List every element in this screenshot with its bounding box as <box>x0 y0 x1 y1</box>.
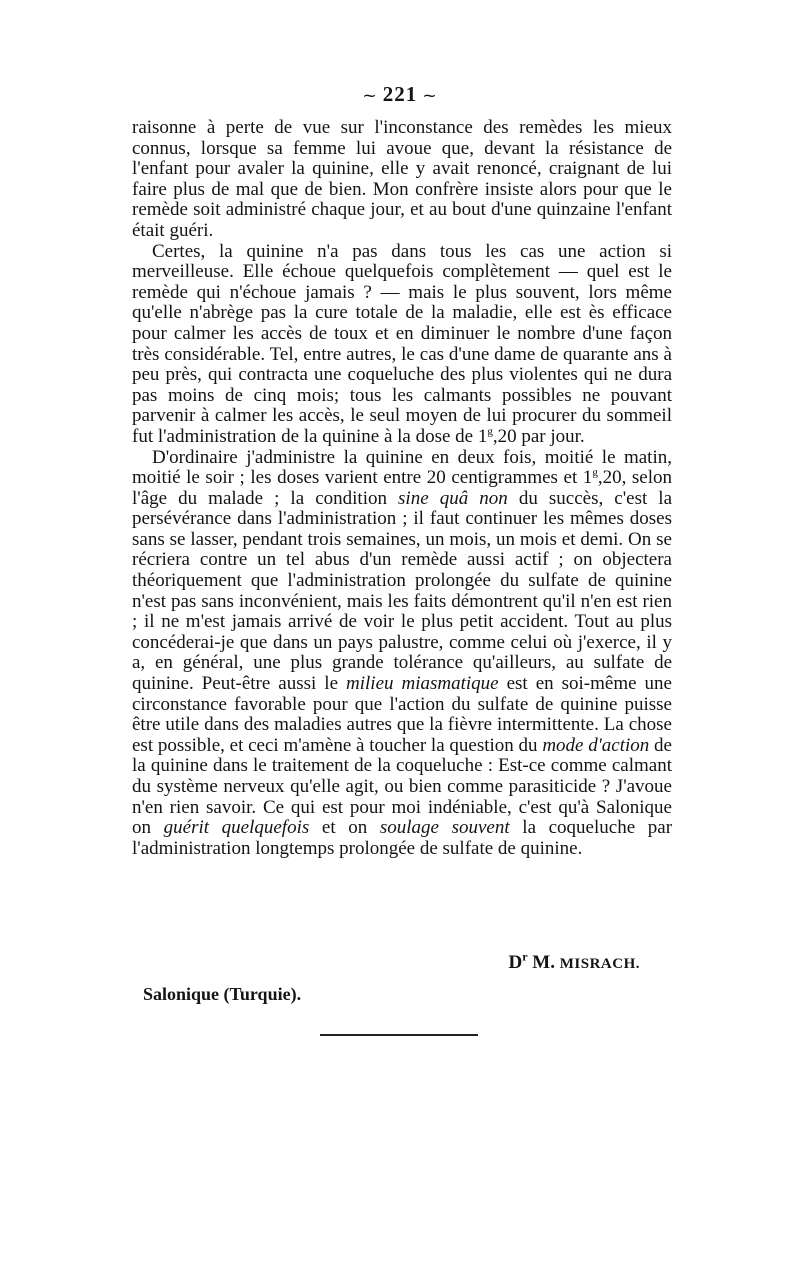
author-location: Salonique (Turquie). <box>143 984 302 1004</box>
dose-unit-superscript: g <box>487 425 493 438</box>
header-ornament-left: ⁓ <box>363 88 377 103</box>
author-title-superscript: r <box>522 949 528 964</box>
paragraph-3-text-c: du succès, c'est la persévérance dans l'administration ; il faut continuer les mêmes doses sans se lasser, pendant trois semaines, un mois, un mois et demi. On se récriera contre un tel abus d'un remède aussi actif ; on objectera théoriquement que l'administration prolongée du sulfate de quinine n'est pas sans inconvénient, mais les faits démontrent qu'il n'en est rien ; il ne m'est jamais arrivé de voir le plus petit accident. Tout au plus concéderai-je que dans un pays palustre, comme celui où j'exerce, il y a, en général, une plus grande tolérance qu'ailleurs, au sulfate de quinine. Peut-être aussi le <box>132 487 673 695</box>
italic-phrase: sine quâ non <box>398 487 508 509</box>
author-title: D <box>508 952 523 973</box>
dose-unit-superscript: g <box>592 466 598 479</box>
italic-phrase: milieu miasmatique <box>346 673 499 695</box>
author-signature <box>0 949 640 974</box>
italic-phrase: guérit quelquefois <box>163 817 310 839</box>
paragraph-3-text-b: ,20, selon l'âge du malade ; la condition <box>132 467 673 509</box>
author-initial: M. <box>532 952 555 973</box>
page-header <box>0 82 800 107</box>
paragraph-3-text-g: la coqueluche par l'administration longtemps prolongée de sulfate de quinine. <box>132 817 673 859</box>
italic-phrase: soulage souvent <box>379 817 510 839</box>
paragraph-3-text-e: de la quinine dans le traitement de la coqueluche : Est-ce comme calmant du système nerveux qu'elle agit, ou bien comme parasiticide ? J'avoue n'en rien savoir. Ce qui est pour moi indéniable, c'est qu'à Salonique on <box>132 734 672 839</box>
section-divider <box>320 1034 478 1036</box>
paragraph-2-end: ,20 par jour. <box>492 425 585 447</box>
paragraph-1: raisonne à perte de vue sur l'inconstance des remèdes les mieux connus, lorsque sa femme lui avoue que, devant la résistance de l'enfant pour avaler la quinine, elle y avait renoncé, craignant de lui faire plus de mal que de bien. Mon confrère insiste alors pour que le remède soit administré chaque jour, et au bout d'une quinzaine l'enfant était guéri. <box>132 117 672 241</box>
page-number: 221 <box>382 82 418 106</box>
italic-phrase: mode d'action <box>542 734 650 756</box>
paragraph-3-text-a: D'ordinaire j'administre la quinine en deux fois, moitié le matin, moitié le soir ; les doses varient entre 20 centigrammes et 1 <box>132 446 672 489</box>
paragraph-3-text-f: et on <box>309 817 380 839</box>
paragraph-3-text-d: est en soi-même une circonstance favorable pour que l'action du sulfate de quinine puisse être utile dans des maladies autres que la fièvre intermittente. La chose est possible, et ceci m'amène à toucher la question du <box>132 673 672 756</box>
paragraph-3 <box>132 448 672 860</box>
author-name: MISRACH. <box>559 956 640 972</box>
paragraph-2-text: Certes, la quinine n'a pas dans tous les cas une action si merveilleuse. Elle échoue quelquefois complètement — quel est le remède qui n'échoue jamais ? — mais le plus souvent, lors même qu'elle n'abrège pas la cure totale de la maladie, elle est ès efficace pour calmer les accès de toux et en diminuer le nombre d'une façon très considérable. Tel, entre autres, le cas d'une dame de quarante ans à peu près, qui contracta une coqueluche des plus violentes qui ne dura pas moins de cinq mois; tous les calmants possibles ne pouvant parvenir à calmer les accès, le seul moyen de lui procurer du sommeil fut l'administration de la quinine à la dose de 1 <box>132 240 672 447</box>
paragraph-2 <box>132 242 672 448</box>
header-ornament-right: ⁓ <box>423 88 437 103</box>
article-body <box>132 118 672 859</box>
